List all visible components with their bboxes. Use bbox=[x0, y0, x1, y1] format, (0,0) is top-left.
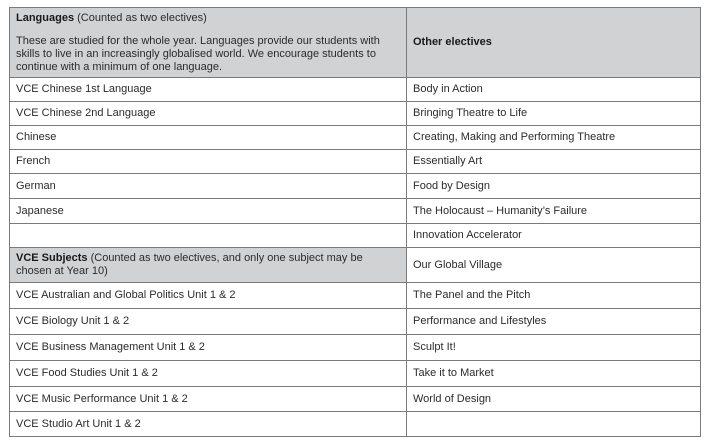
language-cell bbox=[10, 224, 407, 248]
table-row bbox=[10, 150, 701, 174]
table-row bbox=[10, 412, 701, 437]
elective-cell: Performance and Lifestyles bbox=[407, 309, 701, 335]
elective-cell: Body in Action bbox=[407, 78, 701, 102]
vce-subject-cell: VCE Food Studies Unit 1 & 2 bbox=[10, 361, 407, 387]
languages-header-row bbox=[10, 8, 701, 78]
electives-table bbox=[9, 7, 701, 437]
elective-cell: World of Design bbox=[407, 387, 701, 412]
other-electives-header-cell bbox=[407, 8, 701, 78]
languages-title: Languages bbox=[16, 12, 75, 24]
vce-subject-cell: VCE Business Management Unit 1 & 2 bbox=[10, 335, 407, 361]
elective-cell: The Holocaust – Humanity’s Failure bbox=[407, 199, 701, 224]
other-electives-title: Other electives bbox=[413, 36, 492, 48]
table-row bbox=[10, 283, 701, 309]
vce-header-row bbox=[10, 248, 701, 283]
languages-note: (Counted as two electives) bbox=[77, 12, 207, 24]
elective-cell: Essentially Art bbox=[407, 150, 701, 174]
elective-cell: The Panel and the Pitch bbox=[407, 283, 701, 309]
elective-cell: Bringing Theatre to Life bbox=[407, 102, 701, 126]
vce-header-cell bbox=[10, 248, 407, 283]
elective-cell: Sculpt It! bbox=[407, 335, 701, 361]
table-row bbox=[10, 335, 701, 361]
elective-cell: Creating, Making and Performing Theatre bbox=[407, 126, 701, 150]
elective-cell bbox=[407, 412, 701, 437]
elective-cell: Innovation Accelerator bbox=[407, 224, 701, 248]
vce-subject-cell: VCE Studio Art Unit 1 & 2 bbox=[10, 412, 407, 437]
table-row bbox=[10, 126, 701, 150]
elective-cell: Our Global Village bbox=[407, 248, 701, 283]
table-row bbox=[10, 199, 701, 224]
table-row bbox=[10, 174, 701, 199]
table-row bbox=[10, 102, 701, 126]
languages-description: These are studied for the whole year. Languages provide our students with skills to live in an increasingly globalised world. We encourage students to continue with a minimum of one language. bbox=[16, 35, 380, 73]
vce-title: VCE Subjects bbox=[16, 252, 88, 264]
elective-cell: Take it to Market bbox=[407, 361, 701, 387]
table-row bbox=[10, 224, 701, 248]
language-cell: VCE Chinese 2nd Language bbox=[10, 102, 407, 126]
language-cell: French bbox=[10, 150, 407, 174]
table-row bbox=[10, 78, 701, 102]
vce-subject-cell: VCE Biology Unit 1 & 2 bbox=[10, 309, 407, 335]
languages-heading bbox=[16, 12, 400, 25]
language-cell: VCE Chinese 1st Language bbox=[10, 78, 407, 102]
vce-subject-cell: VCE Australian and Global Politics Unit 1 & 2 bbox=[10, 283, 407, 309]
vce-note: (Counted as two electives, and only one subject may be chosen at Year 10) bbox=[16, 252, 363, 277]
elective-cell: Food by Design bbox=[407, 174, 701, 199]
language-cell: German bbox=[10, 174, 407, 199]
table-row bbox=[10, 387, 701, 412]
vce-subject-cell: VCE Music Performance Unit 1 & 2 bbox=[10, 387, 407, 412]
table-row bbox=[10, 309, 701, 335]
language-cell: Japanese bbox=[10, 199, 407, 224]
table-row bbox=[10, 361, 701, 387]
language-cell: Chinese bbox=[10, 126, 407, 150]
languages-header-cell bbox=[10, 8, 407, 78]
